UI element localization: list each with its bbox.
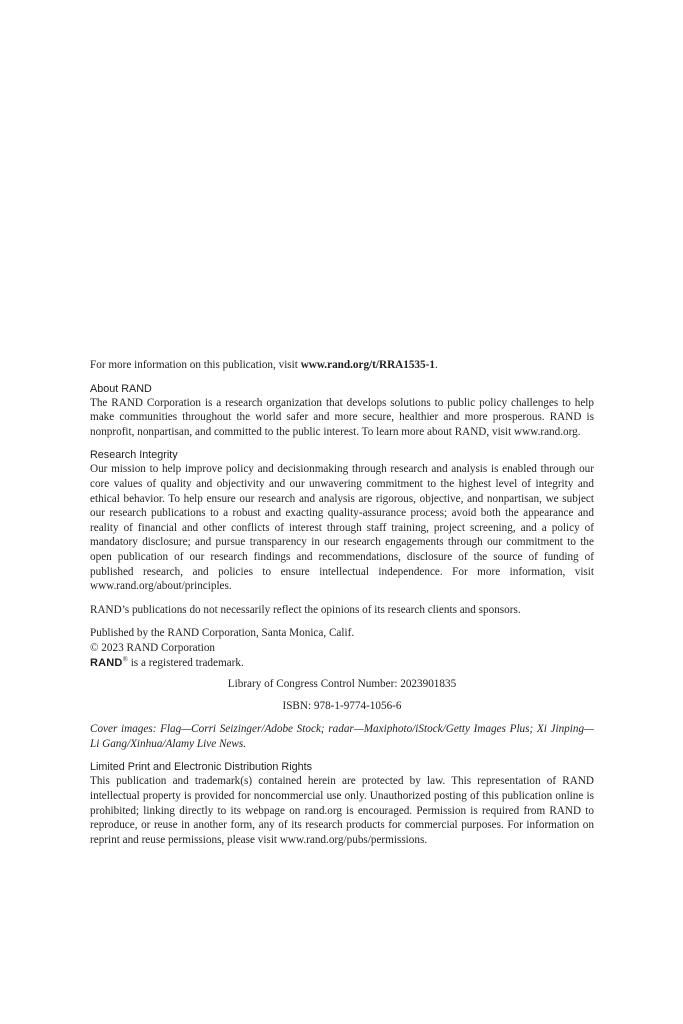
research-integrity-body: Our mission to help improve policy and decisionmaking through research and analysis is enabled through our core values of quality and objectivity and our unwavering commitment to the highest level of integrity and ethical behavior. To help ensure our research and analysis are rigorous, objective, and nonpartisan, we subject our research publications to a robust and exacting quality-assurance process; avoid both the appearance and reality of financial and other conflicts of interest through staff training, project screening, and a policy of mandatory disclosure; and pursue transparency in our research engagements through our commitment to the open publication of our research findings and recommendations, disclosure of the source of funding of published research, and policies to ensure intellectual independence. For more information, visit www.rand.org/about/principles. <box>90 463 594 593</box>
published-by-line: Published by the RAND Corporation, Santa Monica, Calif. <box>90 627 355 640</box>
about-rand-body: The RAND Corporation is a research organization that develops solutions to public policy challenges to help make communities throughout the world safer and more secure, healthier and more prosperous. RAND is nonprofit, nonpartisan, and committed to the public interest. To learn more about RAND, visit www.rand.org. <box>90 396 594 438</box>
cover-credits: Cover images: Flag—Corri Seizinger/Adobe Stock; radar—Maxiphoto/iStock/Getty Images Plus; Xi Jinping—Li Gang/Xinhua/Alamy Live News. <box>90 723 594 750</box>
isbn-line: ISBN: 978-1-9774-1056-6 <box>282 699 402 712</box>
more-info-prefix: For more information on this publication, visit <box>90 359 301 371</box>
more-info-suffix: . <box>434 359 438 371</box>
trademark-text: is a registered trademark. <box>127 656 244 669</box>
research-integrity-heading: Research Integrity <box>90 449 178 462</box>
lccn-line: Library of Congress Control Number: 2023901835 <box>227 678 457 691</box>
about-rand-heading: About RAND <box>90 382 152 395</box>
trademark-line <box>90 656 594 671</box>
copyright-line: © 2023 RAND Corporation <box>90 641 216 654</box>
distribution-rights-heading: Limited Print and Electronic Distribution Rights <box>90 761 313 774</box>
disclaimer-text: RAND’s publications do not necessarily reflect the opinions of its research clients and sponsors. <box>90 603 521 616</box>
more-info-line <box>90 358 594 373</box>
rand-trademark-logo: RAND <box>90 656 123 669</box>
distribution-rights-body: This publication and trademark(s) contained herein are protected by law. This representation of RAND intellectual property is provided for noncommercial use only. Unauthorized posting of this publication online is prohibited; linking directly to its webpage on rand.org is encouraged. Permission is required from RAND to reproduce, or reuse in another form, any of its research products for commercial purposes. For information on reprint and reuse permissions, please visit www.rand.org/pubs/permissions. <box>90 775 594 846</box>
registered-symbol: ® <box>122 654 128 663</box>
copyright-page <box>90 358 594 847</box>
publication-url-link[interactable]: www.rand.org/t/RRA1535-1 <box>300 359 435 371</box>
